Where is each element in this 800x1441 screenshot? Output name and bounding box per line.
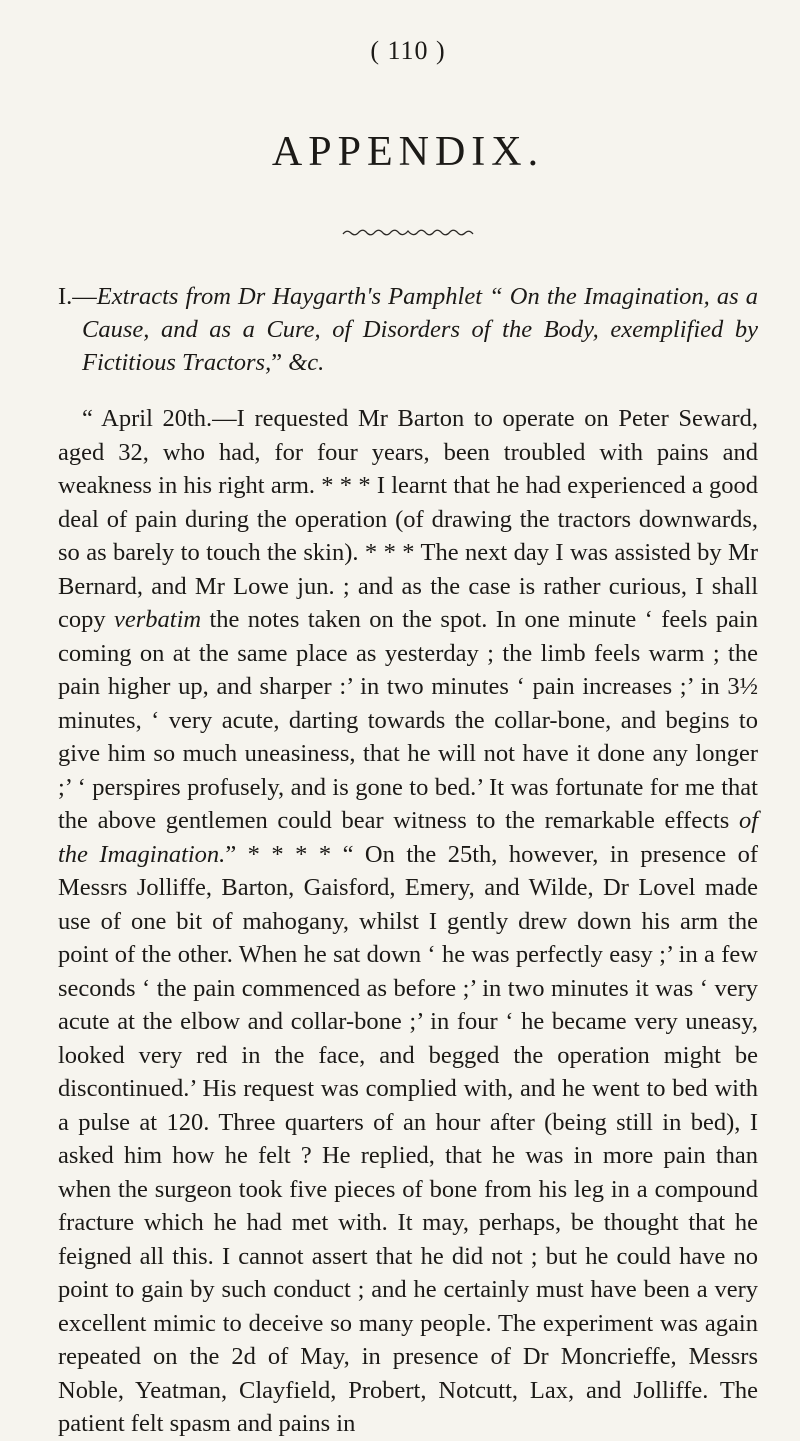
section-title-suffix: &c. xyxy=(282,349,325,376)
document-page xyxy=(58,0,758,1437)
body-text xyxy=(58,402,758,1441)
section-title-italic: Extracts from Dr Haygarth's Pamphlet xyxy=(96,283,490,310)
section-title xyxy=(58,280,758,379)
paragraph-text-3: ” * * * * “ On the 25th, however, in presence of Messrs Jolliffe, Barton, Gaisford, Emery, and Wilde, Dr Lovel made use of one bit of mahogany, whilst I gently drew down his arm the point of the other. When he sat down ‘ he was perfectly easy ;’ in a few seconds ‘ the pain commenced as before ;’ in two minutes it was ‘ very acute at the elbow and collar-bone ;’ in four ‘ he became very uneasy, looked very red in the face, and begged the operation might be discontinued.’ His request was complied with, and he went to bed with a pulse at 120. Three quarters of an hour after (being still in bed), I asked him how he felt ? He replied, that he was in more pain than when the surgeon took five pieces of bone from his leg in a compound fracture which he had met with. It may, perhaps, be thought that he feigned all this. I cannot assert that he did not ; but he could have no point to gain by such conduct ; and he certainly must have been a very excellent mimic to deceive so many people. The experiment was again repeated on the 2d of May, in presence of Dr Moncrieffe, Messrs Noble, Yeatman, Clayfield, Probert, Notcutt, Lax, and Jolliffe. The patient felt spasm and pains in xyxy=(58,840,758,1437)
paragraph-text-1: “ April 20th.—I requested Mr Barton to operate on Peter Seward, aged 32, who had, for four years, been troubled with pains and weakness in his right arm. * * * I learnt that he had experienced a good deal of pain during the operation (of drawing the tractors downwards, so as barely to touch the skin). * * * The next day I was assisted by Mr Bernard, and Mr Lowe jun. ; and as the case is rather curious, I shall copy xyxy=(58,405,758,633)
paragraph-text-2: the notes taken on the spot. In one minute ‘ feels pain coming on at the same place as yesterday ; the limb feels warm ; the pain higher up, and sharper :’ in two minutes ‘ pain increases ;’ in 3½ minutes, ‘ very acute, darting towards the collar-bone, and begins to give him so much uneasiness, that he will not have it done any longer ;’ ‘ perspires profusely, and is gone to bed.’ It was fortunate for me that the above gentlemen could bear witness to the remarkable effects xyxy=(58,606,758,834)
paragraph xyxy=(58,402,758,1441)
section-title-quote: “ On the Imagination, as a Cause, and as a Cure, of Disorders of the Body, exemplified by Fictitious Tractors, xyxy=(82,283,758,376)
italic-verbatim: verbatim xyxy=(114,606,202,633)
page-number: ( 110 ) xyxy=(370,36,446,65)
section-title-close-quote: ” xyxy=(271,349,283,376)
page-heading: APPENDIX. xyxy=(271,129,545,175)
wavy-divider-ornament xyxy=(341,226,475,238)
section-number: I.— xyxy=(58,283,97,310)
italic-imagination: of the Imagination. xyxy=(58,807,758,868)
section-title-text xyxy=(58,280,758,379)
